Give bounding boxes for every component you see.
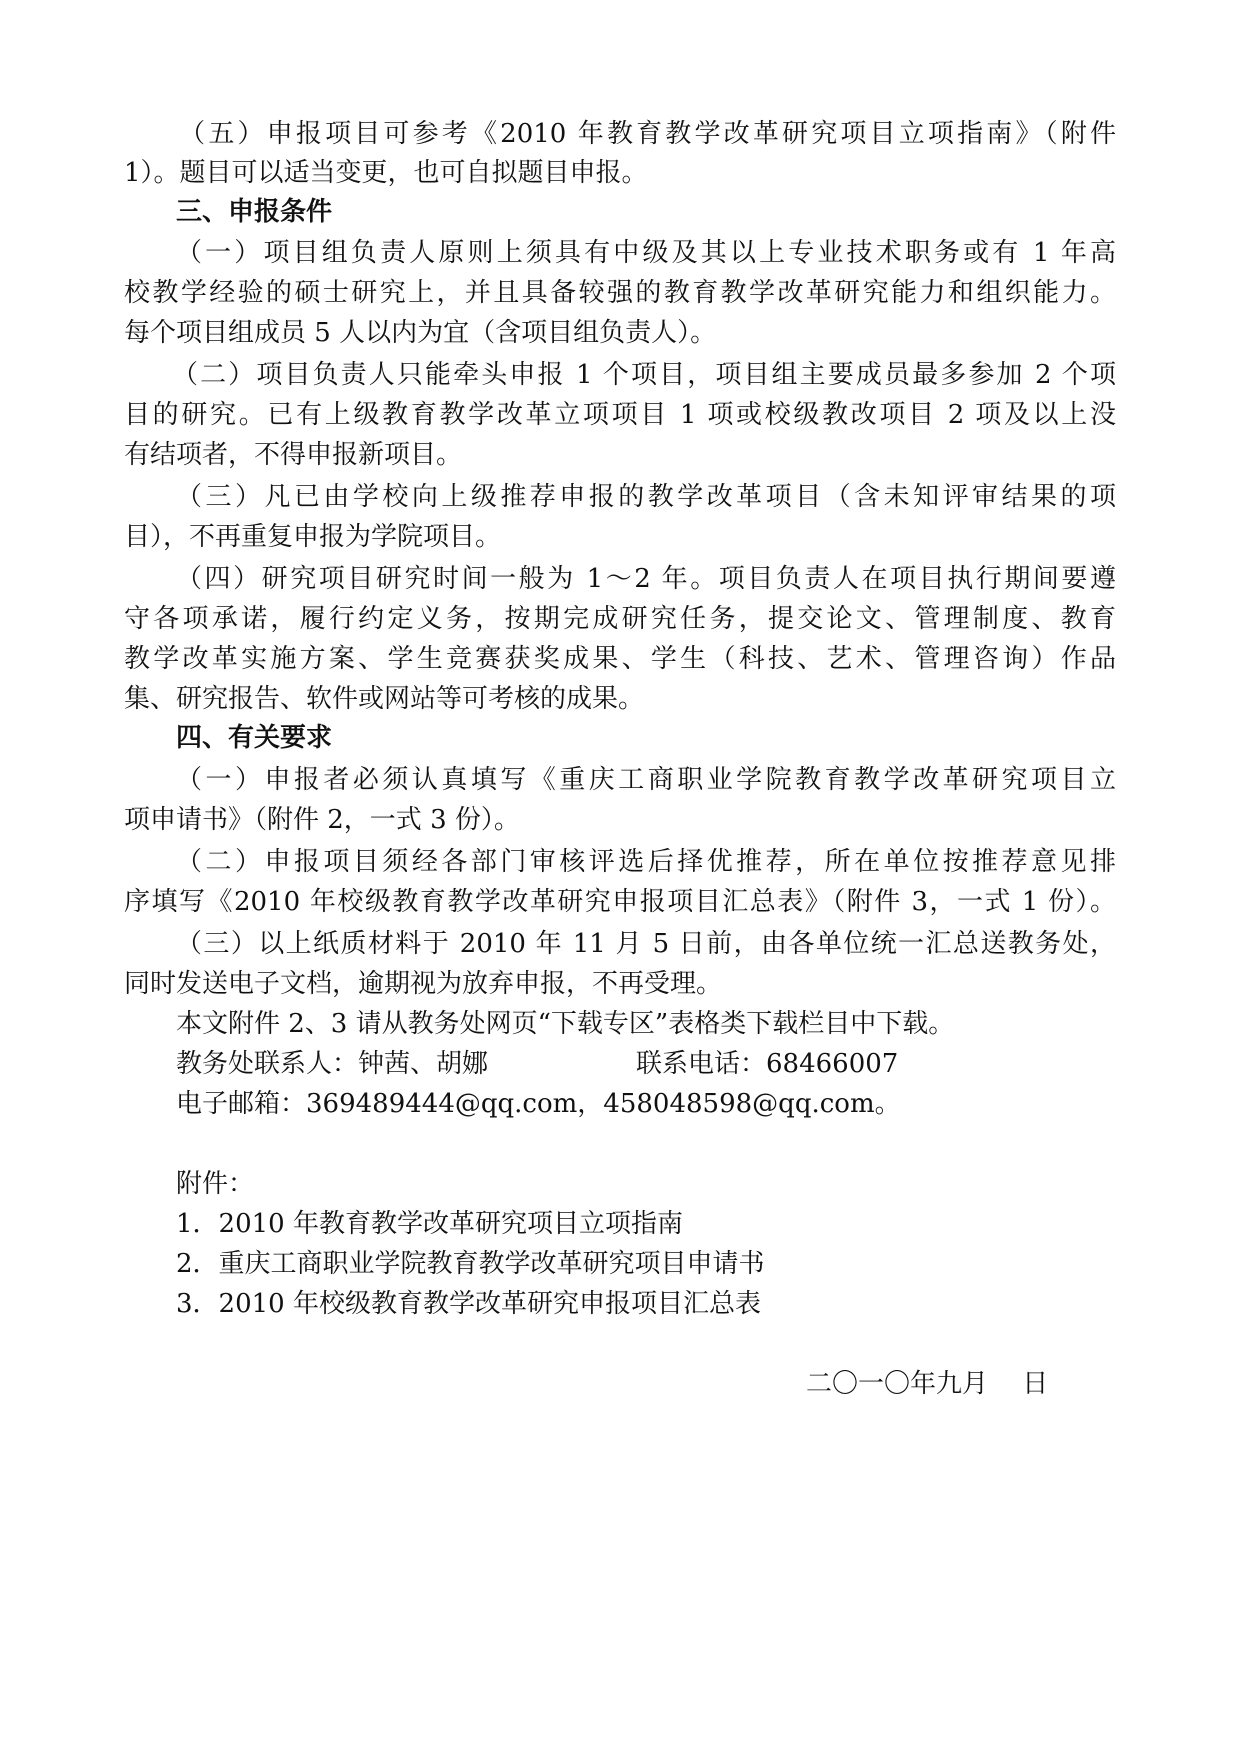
section-heading-3: 三、申报条件 bbox=[176, 197, 333, 227]
paragraph-line: 目的研究。已有上级教育教学改革立项项目 1 项或校级教改项目 2 项及以上没 bbox=[124, 400, 1116, 430]
paragraph-line: 守各项承诺，履行约定义务，按期完成研究任务，提交论文、管理制度、教育 bbox=[124, 604, 1116, 634]
paragraph-line: 序填写《2010 年校级教育教学改革研究申报项目汇总表》（附件 3，一式 1 份）。 bbox=[124, 887, 1116, 917]
download-note: 本文附件 2、3 请从教务处网页“下载专区”表格类下载栏目中下载。 bbox=[176, 1009, 955, 1039]
document-date: 二〇一〇年九月 日 bbox=[806, 1369, 1049, 1399]
attachment-item: 3．2010 年校级教育教学改革研究申报项目汇总表 bbox=[176, 1289, 761, 1319]
contact-person: 教务处联系人：钟茜、胡娜 bbox=[176, 1049, 489, 1079]
contact-phone: 联系电话：68466007 bbox=[636, 1049, 899, 1079]
paragraph-line: （二）申报项目须经各部门审核评选后择优推荐，所在单位按推荐意见排 bbox=[176, 847, 1116, 877]
paragraph-line: 有结项者，不得申报新项目。 bbox=[124, 440, 463, 470]
section-heading-4: 四、有关要求 bbox=[176, 723, 333, 753]
paragraph-line: 目），不再重复申报为学院项目。 bbox=[124, 522, 502, 552]
paragraph-line: （一）申报者必须认真填写《重庆工商职业学院教育教学改革研究项目立 bbox=[176, 765, 1116, 795]
paragraph-line: （四）研究项目研究时间一般为 1～2 年。项目负责人在项目执行期间要遵 bbox=[176, 564, 1116, 594]
attachment-item: 2．重庆工商职业学院教育教学改革研究项目申请书 bbox=[176, 1249, 765, 1279]
paragraph-line: 1）。题目可以适当变更，也可自拟题目申报。 bbox=[124, 158, 648, 188]
paragraph-line: （一）项目组负责人原则上须具有中级及其以上专业技术职务或有 1 年高 bbox=[176, 238, 1116, 268]
paragraph-line: 教学改革实施方案、学生竞赛获奖成果、学生（科技、艺术、管理咨询）作品 bbox=[124, 644, 1116, 674]
attachment-item: 1．2010 年教育教学改革研究项目立项指南 bbox=[176, 1209, 683, 1239]
paragraph-line: （三）以上纸质材料于 2010 年 11 月 5 日前，由各单位统一汇总送教务处， bbox=[176, 929, 1116, 959]
paragraph-line: 每个项目组成员 5 人以内为宜（含项目组负责人）。 bbox=[124, 318, 717, 348]
contact-email: 电子邮箱：369489444@qq.com，458048598@qq.com。 bbox=[176, 1089, 901, 1119]
paragraph-line: 集、研究报告、软件或网站等可考核的成果。 bbox=[124, 684, 645, 714]
paragraph-line: 项申请书》（附件 2，一式 3 份）。 bbox=[124, 805, 520, 835]
paragraph-line: 校教学经验的硕士研究上，并且具备较强的教育教学改革研究能力和组织能力。 bbox=[124, 278, 1116, 308]
paragraph-line: （五）申报项目可参考《2010 年教育教学改革研究项目立项指南》（附件 bbox=[176, 119, 1116, 149]
paragraph-line: （三）凡已由学校向上级推荐申报的教学改革项目（含未知评审结果的项 bbox=[176, 482, 1116, 512]
attachments-heading: 附件： bbox=[176, 1169, 255, 1199]
paragraph-line: （二）项目负责人只能牵头申报 1 个项目，项目组主要成员最多参加 2 个项 bbox=[172, 360, 1116, 390]
paragraph-line: 同时发送电子文档，逾期视为放弃申报，不再受理。 bbox=[124, 969, 723, 999]
